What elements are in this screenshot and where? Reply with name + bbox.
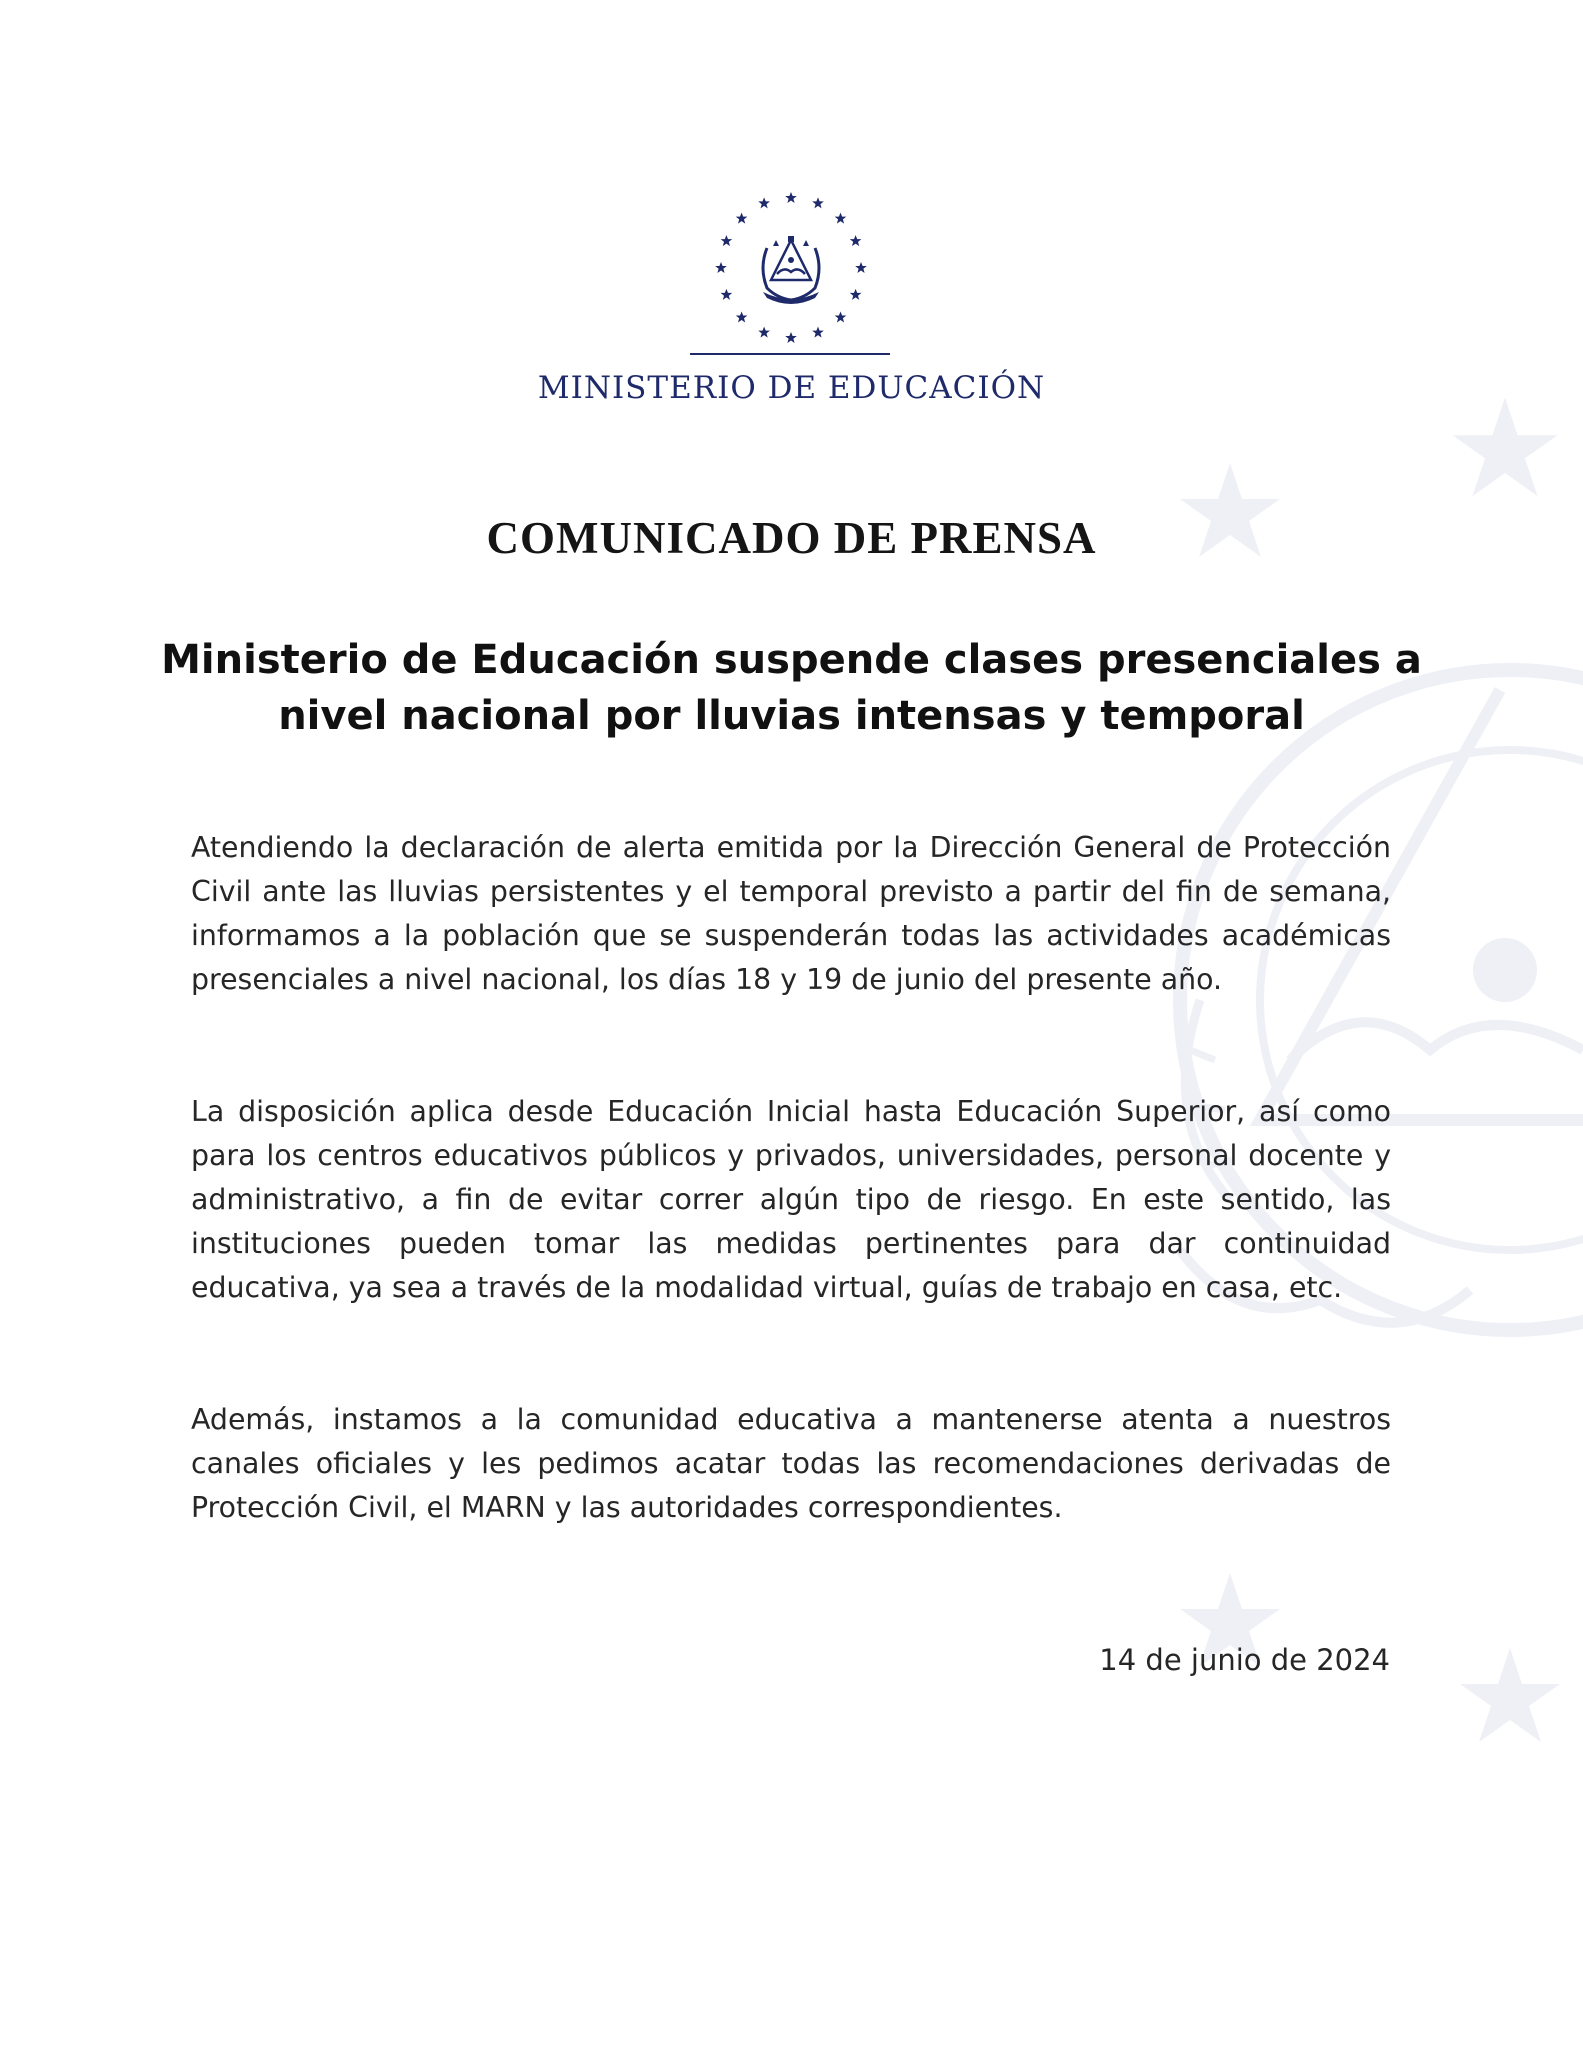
document-type: COMUNICADO DE PRENSA (486, 513, 1097, 563)
logo-divider (690, 353, 890, 355)
body-paragraph: Atendiendo la declaración de alerta emitida por la Dirección General de Protección Civil ante las lluvias persistentes y el temporal previsto a partir del fin de semana, informamos a la población que se suspenderán todas las actividades académicas presenciales a nivel nacional, los días 18 y 19 de junio del presente año. (191, 831, 1391, 996)
body-paragraph: La disposición aplica desde Educación Inicial hasta Educación Superior, así como para los centros educativos públicos y privados, universidades, personal docente y administrativo, a fin de evitar correr algún tipo de riesgo. En este sentido, las instituciones pueden tomar las medidas pertinentes para dar continuidad educativa, ya sea a través de la modalidad virtual, guías de trabajo en casa, etc. (191, 1095, 1391, 1304)
ministry-name: MINISTERIO DE EDUCACIÓN (537, 370, 1046, 406)
coat-of-arms-icon (711, 188, 871, 348)
release-date: 14 de junio de 2024 (1099, 1643, 1390, 1677)
body-paragraph: Además, instamos a la comunidad educativa a mantenerse atenta a nuestros canales oficiales y les pedimos acatar todas las recomendaciones derivadas de Protección Civil, el MARN y las autoridades correspondientes. (191, 1403, 1391, 1524)
headline: Ministerio de Educación suspende clases presenciales a nivel nacional por lluvias intensas y temporal (161, 637, 1422, 739)
watermark-seal-text: 15 SEPTIEMBRE DE 1821 · DIOS UNION LIBERTAD (1500, 1100, 1525, 1101)
